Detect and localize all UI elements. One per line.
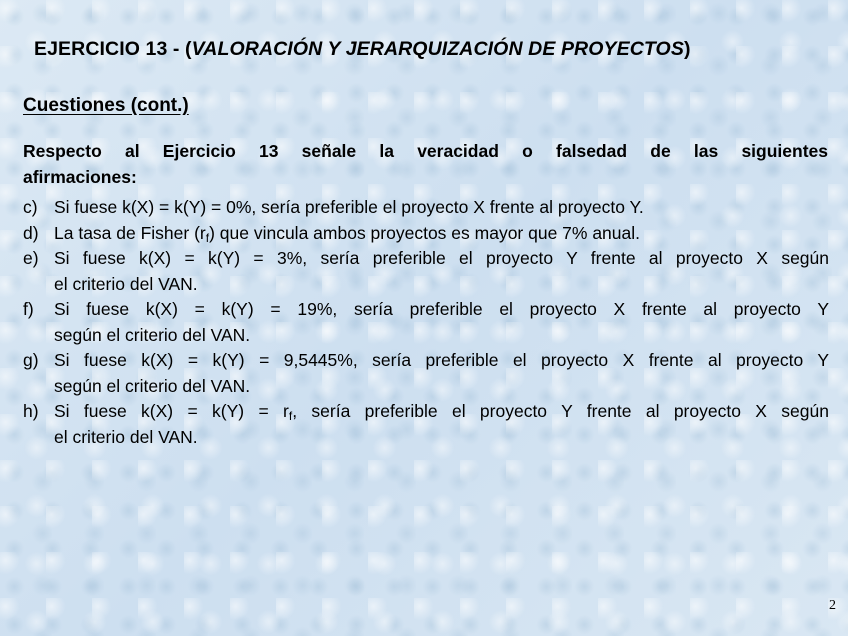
title-italic: VALORACIÓN Y JERARQUIZACIÓN DE PROYECTOS [191,38,684,60]
item-text-line-2: según el criterio del VAN. [54,375,251,396]
item-text-line-1 [54,399,829,425]
intro-line-2: afirmaciones: [23,167,137,187]
item-text-line-1: Si fuese k(X) = k(Y) = 9,5445%, sería preferible el proyecto X frente al proyecto Y [54,350,829,370]
item-text-before: Si fuese k(X) = k(Y) = r [54,401,289,421]
statement-item-e [23,246,829,297]
item-letter: f) [23,299,34,319]
statement-item-g [23,348,829,399]
item-text-line-2: el criterio del VAN. [54,273,198,294]
item-text-before: La tasa de Fisher (r [54,222,206,243]
item-letter: d) [23,222,39,243]
item-letter: g) [23,350,39,370]
section-subtitle: Cuestiones (cont.) [23,95,189,116]
item-text-line-1: Si fuese k(X) = k(Y) = 3%, sería preferible el proyecto Y frente al proyecto X según [54,248,829,268]
title-suffix: ) [683,38,691,60]
title-prefix: EJERCICIO 13 - ( [34,38,192,60]
item-subscript: f [205,230,210,245]
slide-title [34,38,834,61]
statement-item-c [23,195,829,221]
item-text-line-2: el criterio del VAN. [54,426,198,447]
statement-item-d [23,221,829,247]
statement-list [23,195,829,450]
item-letter: h) [23,401,39,421]
item-letter: c) [23,197,38,217]
page-number: 2 [829,598,836,613]
statement-item-f [23,297,829,348]
item-text-line-1: Si fuese k(X) = k(Y) = 19%, sería preferible el proyecto X frente al proyecto Y [54,299,829,319]
intro-paragraph [23,138,828,190]
item-text: Si fuese k(X) = k(Y) = 0%, sería preferible el proyecto X frente al proyecto Y. [54,197,644,217]
intro-line-1: Respecto al Ejercicio 13 señale la veracidad o falsedad de las siguientes [23,141,828,161]
statement-item-h [23,399,829,450]
item-text-after: , sería preferible el proyecto Y frente al proyecto X según [292,401,829,421]
item-subscript: f [288,409,293,423]
item-text-line-2: según el criterio del VAN. [54,324,251,345]
item-text-after: ) que vincula ambos proyectos es mayor que 7% anual. [209,222,641,243]
item-text [54,221,829,247]
item-letter: e) [23,248,39,268]
